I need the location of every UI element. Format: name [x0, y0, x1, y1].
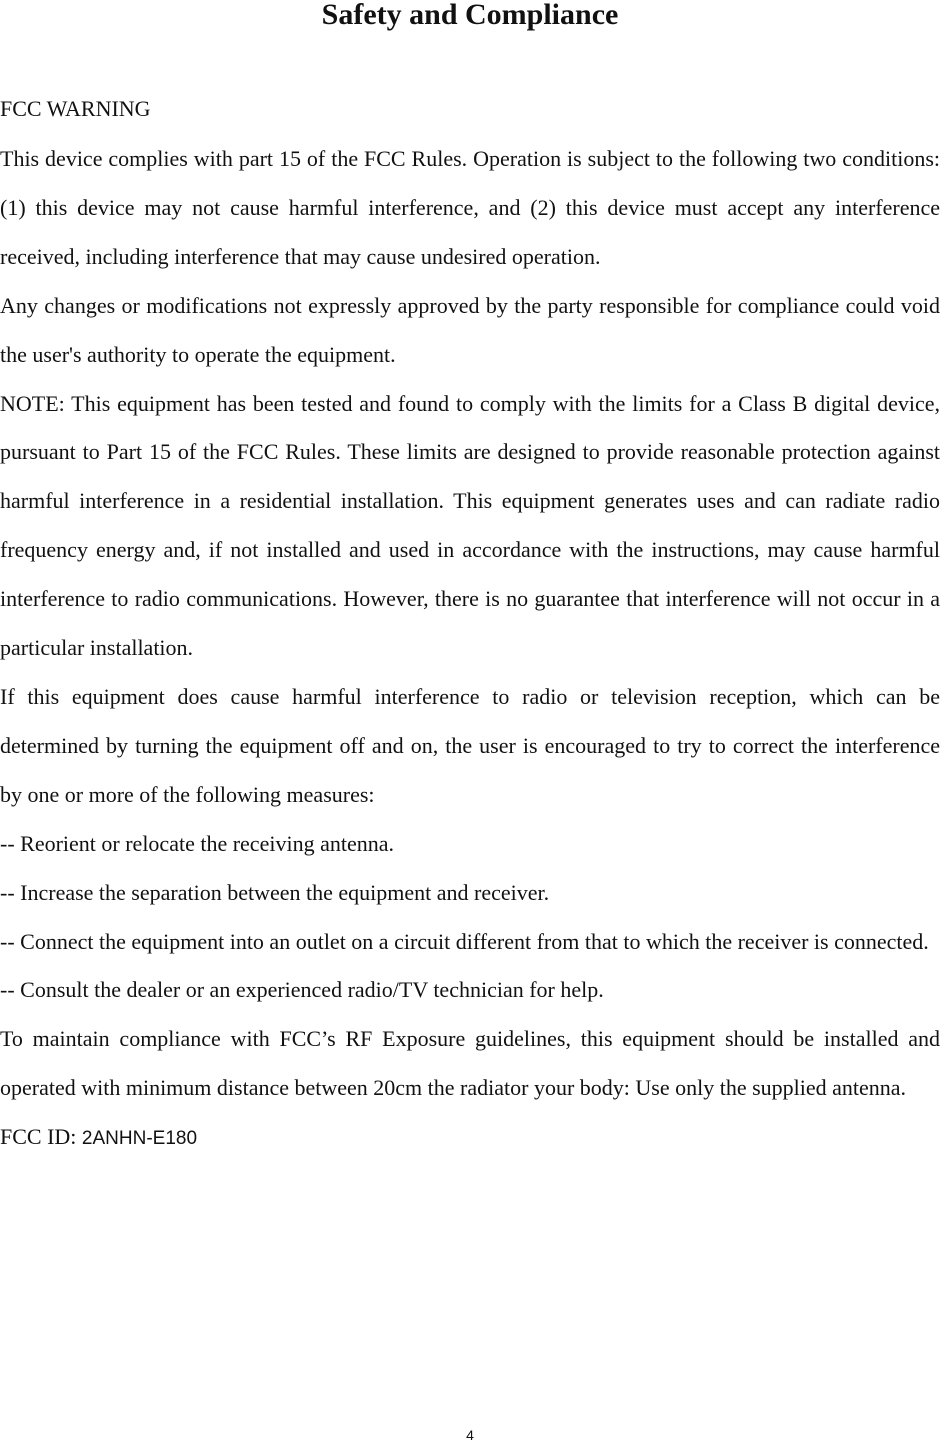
paragraph-rf-exposure: To maintain compliance with FCC’s RF Exposure guidelines, this equipment should be installed and operated with minimum distance between 20cm the radiator your body: Use only the supplied antenna.: [0, 1026, 940, 1101]
paragraph-note: NOTE: This equipment has been tested and found to comply with the limits for a Class B digital device, pursuant to Part 15 of the FCC Rules. These limits are designed to provide reasonable protection against harmful interference in a residential installation. This equipment generates uses and can radiate radio frequency energy and, if not installed and used in accordance with the instructions, may cause harmful interference to radio communications. However, there is no guarantee that interference will not occur in a particular installation.: [0, 390, 940, 661]
fcc-id-value: 2ANHN-E180: [81, 1128, 198, 1150]
fcc-warning-heading: FCC WARNING: [0, 96, 151, 121]
page-title: Safety and Compliance: [321, 0, 619, 31]
fcc-id-label: FCC ID:: [0, 1124, 77, 1150]
fcc-id-line: [0, 1113, 940, 1164]
measure-consult: -- Consult the dealer or an experienced radio/TV technician for help.: [0, 977, 604, 1003]
document-body: [0, 135, 940, 1164]
paragraph-modifications: Any changes or modifications not expressly approved by the party responsible for compliance could void the user's authority to operate the equipment.: [0, 292, 940, 367]
measure-outlet: -- Connect the equipment into an outlet on a circuit different from that to which the receiver is connected.: [0, 928, 929, 954]
page-number: 4: [466, 1427, 474, 1443]
measure-reorient: -- Reorient or relocate the receiving antenna.: [0, 830, 394, 856]
paragraph-interference: If this equipment does cause harmful interference to radio or television reception, which can be determined by turning the equipment off and on, the user is encouraged to try to correct the interference by one or more of the following measures:: [0, 683, 940, 807]
paragraph-compliance: This device complies with part 15 of the FCC Rules. Operation is subject to the following two conditions: (1) this device may not cause harmful interference, and (2) this device must accept any interference received, including interference that may cause undesired operation.: [0, 146, 940, 269]
measure-separation: -- Increase the separation between the equipment and receiver.: [0, 879, 550, 905]
